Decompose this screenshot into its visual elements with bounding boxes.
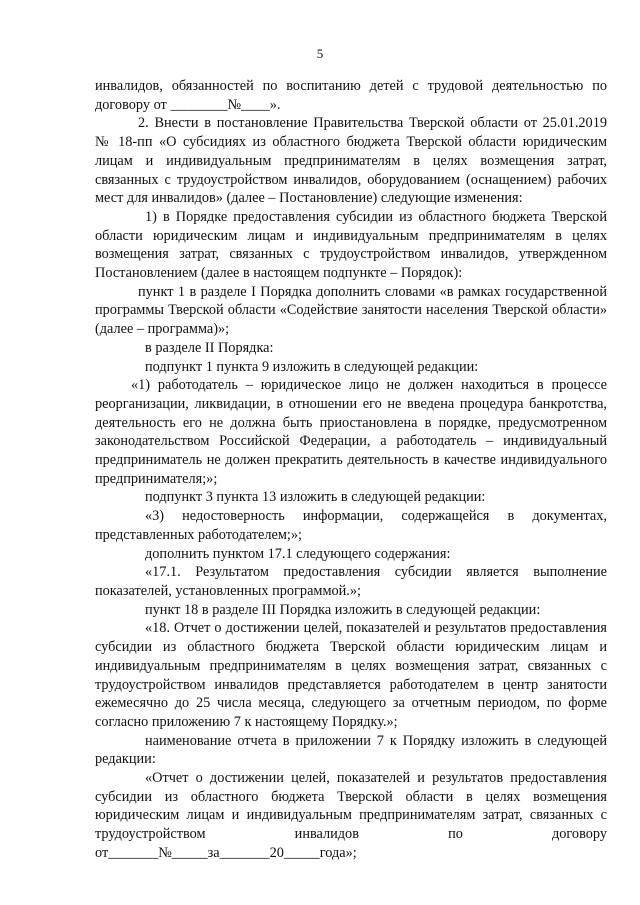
paragraph-report-title: наименование отчета в приложении 7 к Порядку изложить в следующей редакции:: [95, 732, 607, 768]
paragraph-continuation: инвалидов, обязанностей по воспитанию детей с трудовой деятельностью по договору от ________№____».: [95, 78, 607, 113]
paragraph-item-2: 2. Внести в постановление Правительства Тверской области от 25.01.2019 № 18-пп «О субсидиях из областного бюджета Тверской области юридическим лицам и индивидуальным предпринимателям в целях возмещения затрат, связанных с трудоустройством инвалидов, оборудованием (оснащением) рабочих мест для инвалидов» (далее – Постановление) следующие изменения:: [95, 115, 607, 207]
paragraph-subitem-1: 1) в Порядке предоставления субсидии из областного бюджета Тверской области юридическим лицам и индивидуальным предпринимателям в целях возмещения затрат, связанных с трудоустройством инвалидов, утвержденном Постановлением (далее в настоящем подпункте – Порядок):: [95, 208, 607, 282]
paragraph-add-17-1: дополнить пунктом 17.1 следующего содержания:: [145, 545, 451, 562]
paragraph-quote-18: «18. Отчет о достижении целей, показателей и результатов предоставления субсидии из областного бюджета Тверской области юридическим лицам и индивидуальным предпринимателям в целях возмещения затрат, связанных с трудоустройством инвалидов представляется работодателем в центр занятости ежемесячно до 25 числа месяца, следующего за отчетным периодом, по форме согласно приложению 7 к настоящему Порядку.»;: [95, 620, 607, 730]
paragraph-subpoint-9-1: подпункт 1 пункта 9 изложить в следующей редакции:: [145, 358, 479, 375]
page-number: 5: [316, 46, 324, 61]
paragraph-section-2: в разделе II Порядка:: [145, 339, 274, 356]
paragraph-quote-report: «Отчет о достижении целей, показателей и результатов предоставления субсидии из областного бюджета Тверской области в целях возмещения юридическим лицам и индивидуальным предпринимателям затрат, связанных с трудоустройством инвалидов по договору от_______№_____за_______20_____года»;: [95, 770, 607, 861]
paragraph-point-18: пункт 18 в разделе III Порядка изложить в следующей редакции:: [145, 601, 541, 618]
paragraph-quote-17-1: «17.1. Результатом предоставления субсидии является выполнение показателей, установленных программой.»;: [95, 564, 607, 599]
document-body: [95, 77, 607, 863]
paragraph-quote-3: «3) недостоверность информации, содержащейся в документах, представленных работодателем;»;: [95, 508, 607, 543]
paragraph-quote-1: «1) работодатель – юридическое лицо не должен находиться в процессе реорганизации, ликвидации, в отношении его не введена процедура банкротства, деятельность его не должна быть приостановлена в порядке, предусмотренном законодательством Российской Федерации, а работодатель – индивидуальный предприниматель не должен прекратить деятельность в качестве индивидуального предпринимателя;»;: [95, 377, 607, 487]
paragraph-subpoint-13-3: подпункт 3 пункта 13 изложить в следующей редакции:: [145, 489, 486, 506]
paragraph-point-1: пункт 1 в разделе I Порядка дополнить словами «в рамках государственной программы Тверской области «Содействие занятости населения Тверской области» (далее – программа)»;: [95, 283, 607, 338]
